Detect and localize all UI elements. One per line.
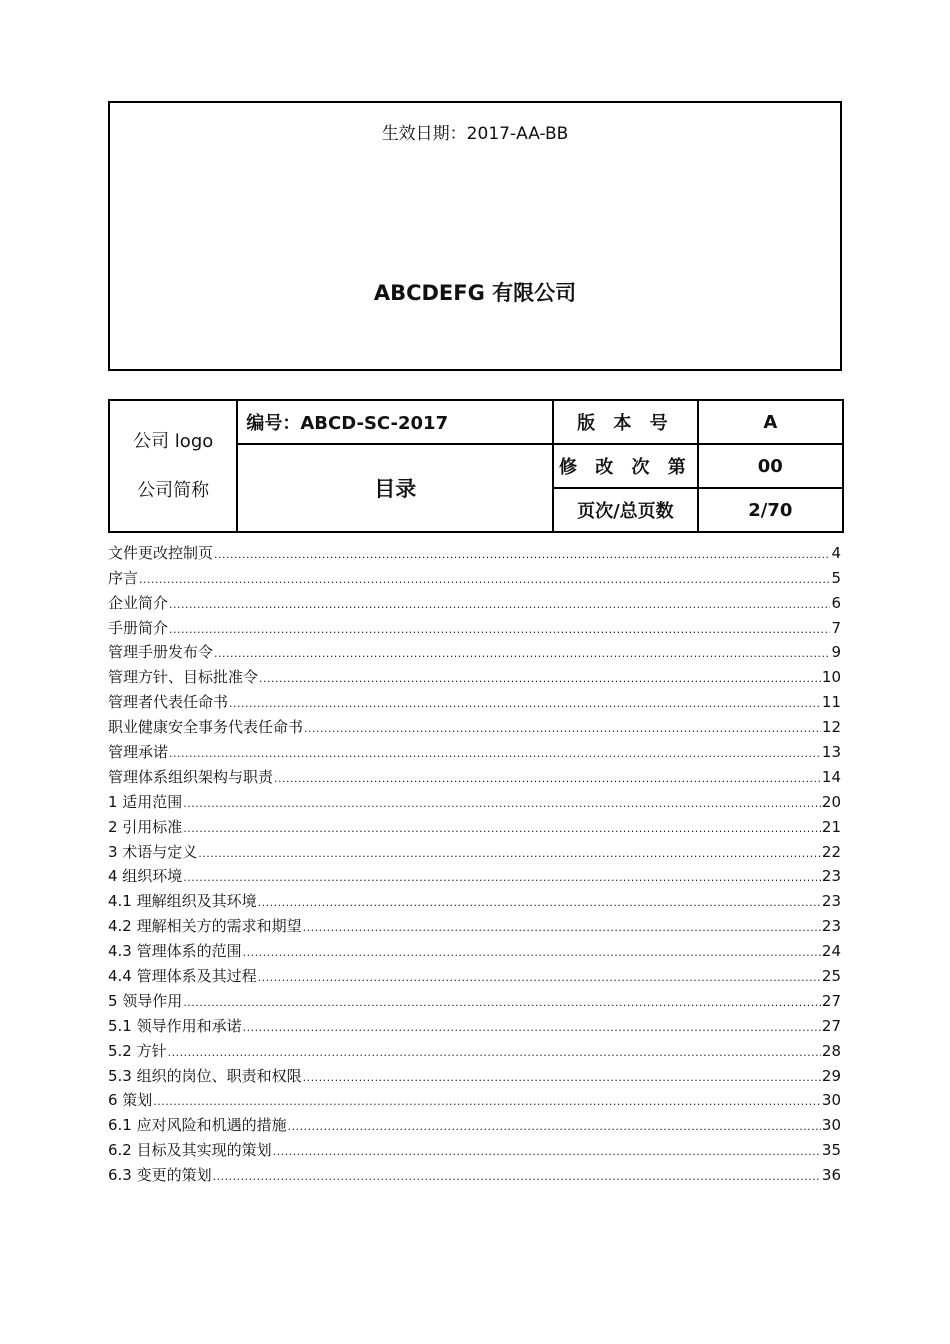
toc-leader-dots [303, 1070, 821, 1086]
revision-value: 00 [698, 444, 843, 488]
page-label: 页次/总页数 [553, 488, 697, 532]
toc-entry[interactable] [108, 862, 841, 887]
toc-page-number: 35 [821, 1141, 841, 1160]
toc-leader-dots [169, 622, 830, 638]
toc-title: 6.3 变更的策划 [108, 1166, 212, 1185]
toc-title: 1 适用范围 [108, 792, 183, 811]
toc-page-number: 28 [821, 1041, 841, 1060]
toc-leader-dots [169, 746, 821, 762]
toc-entry[interactable] [108, 1036, 841, 1061]
toc-title: 4.4 管理体系及其过程 [108, 967, 257, 986]
doc-number: 编号：ABCD-SC-2017 [237, 400, 553, 444]
toc-entry[interactable] [108, 662, 841, 687]
toc-entry[interactable] [108, 588, 841, 613]
toc-entry[interactable] [108, 1160, 841, 1185]
toc-title: 管理手册发布令 [108, 643, 214, 662]
toc-leader-dots [273, 1144, 821, 1160]
toc-page-number: 23 [821, 917, 841, 936]
toc-leader-dots [258, 895, 821, 911]
toc-entry[interactable] [108, 712, 841, 737]
toc-page-number: 25 [821, 967, 841, 986]
toc-leader-dots [183, 796, 821, 812]
table-of-contents [108, 538, 841, 1185]
toc-page-number: 30 [821, 1116, 841, 1135]
toc-leader-dots [243, 945, 821, 961]
effective-date: 生效日期：2017-AA-BB [381, 124, 569, 144]
toc-page-number: 30 [821, 1091, 841, 1110]
toc-page-number: 7 [831, 618, 841, 637]
toc-leader-dots [243, 1020, 821, 1036]
toc-leader-dots [229, 696, 821, 712]
toc-leader-dots [183, 870, 821, 886]
company-short-name: 公司简称 [137, 480, 210, 501]
toc-title: 4 组织环境 [108, 867, 183, 886]
toc-entry[interactable] [108, 1061, 841, 1086]
toc-title: 2 引用标准 [108, 817, 183, 836]
toc-entry[interactable] [108, 687, 841, 712]
toc-page-number: 27 [821, 1016, 841, 1035]
toc-page-number: 20 [821, 792, 841, 811]
toc-leader-dots [183, 821, 821, 837]
toc-entry[interactable] [108, 638, 841, 663]
toc-page-number: 9 [831, 643, 841, 662]
toc-title: 职业健康安全事务代表任命书 [108, 718, 304, 737]
toc-page-number: 14 [821, 767, 841, 786]
toc-page-number: 13 [821, 743, 841, 762]
toc-leader-dots [169, 597, 830, 613]
toc-title: 6.1 应对风险和机遇的措施 [108, 1116, 287, 1135]
toc-entry[interactable] [108, 1135, 841, 1160]
toc-entry[interactable] [108, 762, 841, 787]
toc-title: 手册简介 [108, 618, 169, 637]
toc-leader-dots [214, 646, 830, 662]
page-value: 2/70 [698, 488, 843, 532]
toc-title: 4.2 理解相关方的需求和期望 [108, 917, 302, 936]
toc-page-number: 11 [821, 693, 841, 712]
toc-entry[interactable] [108, 613, 841, 638]
toc-title: 管理体系组织架构与职责 [108, 767, 274, 786]
toc-leader-dots [183, 995, 821, 1011]
logo-cell [109, 400, 237, 532]
toc-title: 管理方针、目标批准令 [108, 668, 259, 687]
toc-entry[interactable] [108, 961, 841, 986]
toc-leader-dots [153, 1094, 821, 1110]
toc-page-number: 6 [831, 593, 841, 612]
toc-title: 4.1 理解组织及其环境 [108, 892, 257, 911]
toc-entry[interactable] [108, 1011, 841, 1036]
toc-page-number: 21 [821, 817, 841, 836]
toc-page-number: 23 [821, 867, 841, 886]
toc-page-number: 12 [821, 718, 841, 737]
revision-label: 修 改 次 第 [553, 444, 697, 488]
toc-entry[interactable] [108, 886, 841, 911]
doc-title: 目录 [237, 444, 553, 532]
toc-entry[interactable] [108, 936, 841, 961]
toc-leader-dots [213, 1169, 821, 1185]
toc-entry[interactable] [108, 737, 841, 762]
toc-page-number: 36 [821, 1166, 841, 1185]
toc-title: 5.2 方针 [108, 1041, 167, 1060]
toc-leader-dots [168, 1045, 821, 1061]
document-header-table [108, 399, 844, 533]
toc-title: 6.2 目标及其实现的策划 [108, 1141, 272, 1160]
toc-page-number: 22 [821, 842, 841, 861]
version-value: A [698, 400, 843, 444]
company-logo: 公司 logo [133, 431, 214, 452]
toc-page-number: 4 [831, 543, 841, 562]
toc-title: 管理者代表任命书 [108, 693, 229, 712]
toc-title: 5.1 领导作用和承诺 [108, 1016, 242, 1035]
toc-leader-dots [258, 970, 821, 986]
toc-title: 序言 [108, 568, 139, 587]
toc-title: 5.3 组织的岗位、职责和权限 [108, 1066, 302, 1085]
toc-title: 3 术语与定义 [108, 842, 198, 861]
toc-leader-dots [304, 721, 821, 737]
toc-entry[interactable] [108, 538, 841, 563]
toc-leader-dots [288, 1119, 821, 1135]
toc-entry[interactable] [108, 787, 841, 812]
toc-title: 管理承诺 [108, 743, 169, 762]
toc-page-number: 24 [821, 942, 841, 961]
toc-entry[interactable] [108, 563, 841, 588]
toc-leader-dots [303, 920, 821, 936]
company-name: ABCDEFG 有限公司 [373, 281, 577, 305]
toc-title: 企业简介 [108, 593, 169, 612]
toc-entry[interactable] [108, 1086, 841, 1111]
toc-leader-dots [139, 572, 830, 588]
toc-entry[interactable] [108, 837, 841, 862]
version-label: 版 本 号 [553, 400, 697, 444]
toc-page-number: 29 [821, 1066, 841, 1085]
cover-box [108, 101, 842, 371]
toc-title: 4.3 管理体系的范围 [108, 942, 242, 961]
toc-page-number: 5 [831, 568, 841, 587]
toc-page-number: 23 [821, 892, 841, 911]
toc-entry[interactable] [108, 986, 841, 1011]
toc-title: 6 策划 [108, 1091, 153, 1110]
toc-entry[interactable] [108, 812, 841, 837]
toc-leader-dots [274, 771, 821, 787]
toc-title: 5 领导作用 [108, 991, 183, 1010]
toc-leader-dots [214, 547, 830, 563]
toc-entry[interactable] [108, 911, 841, 936]
toc-title: 文件更改控制页 [108, 543, 214, 562]
toc-leader-dots [259, 671, 821, 687]
toc-page-number: 10 [821, 668, 841, 687]
toc-entry[interactable] [108, 1110, 841, 1135]
toc-leader-dots [198, 846, 821, 862]
toc-page-number: 27 [821, 991, 841, 1010]
